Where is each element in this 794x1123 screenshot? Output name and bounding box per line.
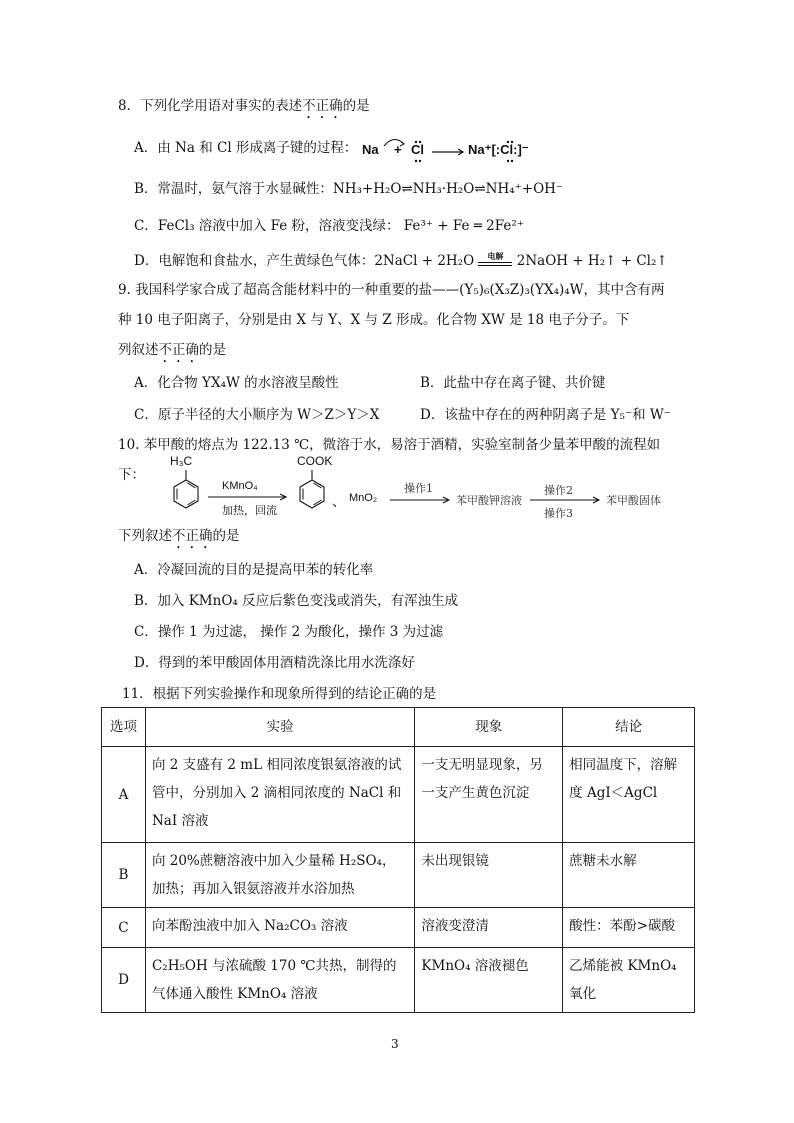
table-row [102,747,695,843]
row-experiment: 向 2 支盛有 2 mL 相同浓度银氨溶液的试管中，分别加入 2 滴相同浓度的 NaCl 和 NaI 溶液 [145,747,414,843]
benzoic-acid-scheme [160,452,680,524]
header-option: 选项 [102,708,146,747]
lewis-plus: + [394,142,402,157]
q9-option-c: C．原子半径的大小顺序为 W＞Z＞Y＞X [134,407,380,423]
lewis-na: Na [362,142,379,157]
row-option: C [102,908,146,948]
toluene-ring [174,470,198,508]
q9-option-b: B．此盐中存在离子键、共价键 [420,375,606,391]
separator-label: 、 [332,494,346,510]
page-number: 3 [391,1037,399,1051]
row-conclusion: 相同温度下，溶解度 AgI＜AgCl [563,747,695,843]
row-experiment: C₂H₅OH 与浓硫酸 170 ℃共热，制得的气体通入酸性 KMnO₄ 溶液 [145,948,414,1013]
table-row [102,908,695,948]
table-row [102,948,695,1013]
op3-label: 操作3 [544,507,573,520]
lewis-equation [362,134,532,164]
q9-option-d: D．该盐中存在的两种阴离子是 Y₅⁻和 W⁻ [420,407,671,423]
q8-stem: 8．下列化学用语对事实的表述不正确的是 [118,98,370,114]
row-conclusion: 蔗糖未水解 [563,843,695,908]
q10-option-c: C．操作 1 为过滤， 操作 2 为酸化，操作 3 为过滤 [134,624,444,640]
product-label: COOK [297,454,333,468]
q11-stem: 11．根据下列实验操作和现象所得到的结论正确的是 [122,686,437,702]
row-option: A [102,747,146,843]
op1-label: 操作1 [404,482,433,495]
header-phenomenon: 现象 [415,708,563,747]
electrolysis-arrow: 电解 [478,258,512,266]
row-phenomenon: 未出现银镜 [415,843,563,908]
table-header-row [102,708,695,747]
reagent-label: KMnO₄ [222,480,258,492]
header-experiment: 实验 [145,708,414,747]
q9-line2: 种 10 电子阳离子，分别是由 X 与 Y、X 与 Z 形成。化合物 XW 是 18 电子分子。下 [118,312,630,328]
q10-option-d: D．得到的苯甲酸固体用酒精洗涤比用水洗涤好 [134,655,415,671]
final-label: 苯甲酸固体 [606,494,661,507]
row-phenomenon: 溶液变澄清 [415,908,563,948]
q8-option-d: D．电解饱和食盐水，产生黄绿色气体：2NaCl + 2H₂O 电解 2NaOH + H₂↑ + Cl₂↑ [134,250,668,269]
row-conclusion: 酸性：苯酚>碳酸 [563,908,695,948]
q9-option-a: A．化合物 YX₄W 的水溶液呈酸性 [134,375,339,391]
toluene-methyl-label: H₃C [170,454,193,468]
header-conclusion: 结论 [563,708,695,747]
q10-line3: 下列叙述不正确的是 [118,528,240,544]
experiment-table [101,707,695,1013]
row-option: D [102,948,146,1013]
condition-label: 加热，回流 [222,504,277,517]
q9-line1: 9. 我国科学家合成了超高含能材料中的一种重要的盐——(Y₅)₆(X₃Z)₃(YX₄)₄W，其中含有两 [118,282,665,298]
row-option: B [102,843,146,908]
q10-line2: 下： [118,467,145,483]
benzoate-ring [300,470,324,508]
q10-line1: 10. 苯甲酸的熔点为 122.13 ℃，微溶于水，易溶于酒精，实验室制备少量苯甲酸的流程如 [118,437,661,453]
lewis-cl: Cl [411,142,424,157]
op2-label: 操作2 [544,484,573,497]
lewis-product: Na⁺[:Cl:]⁻ [468,142,529,157]
q8-option-b: B．常温时，氨气溶于水显碱性：NH₃+H₂O⇌NH₃·H₂O⇌NH₄⁺+OH⁻ [134,181,564,197]
row-phenomenon: 一支无明显现象，另一支产生黄色沉淀 [415,747,563,843]
q9-line3: 列叙述不正确的是 [118,342,226,358]
row-conclusion: 乙烯能被 KMnO₄ 氧化 [563,948,695,1013]
q10-option-a: A．冷凝回流的目的是提高甲苯的转化率 [134,562,374,578]
row-phenomenon: KMnO₄ 溶液褪色 [415,948,563,1013]
intermediate-label: 苯甲酸钾溶液 [456,494,522,507]
q10-option-b: B．加入 KMnO₄ 反应后紫色变浅或消失，有浑浊生成 [134,593,459,609]
table-row [102,843,695,908]
q8-option-a: A．由 Na 和 Cl 形成离子键的过程： [134,140,358,156]
byproduct-label: MnO₂ [349,492,378,504]
q8-option-c: C．FeCl₃ 溶液中加入 Fe 粉，溶液变浅绿： Fe³⁺ + Fe ═ 2Fe²⁺ [134,218,524,234]
row-experiment: 向 20%蔗糖溶液中加入少量稀 H₂SO₄，加热；再加入银氨溶液并水浴加热 [145,843,414,908]
row-experiment: 向苯酚浊液中加入 Na₂CO₃ 溶液 [145,908,414,948]
